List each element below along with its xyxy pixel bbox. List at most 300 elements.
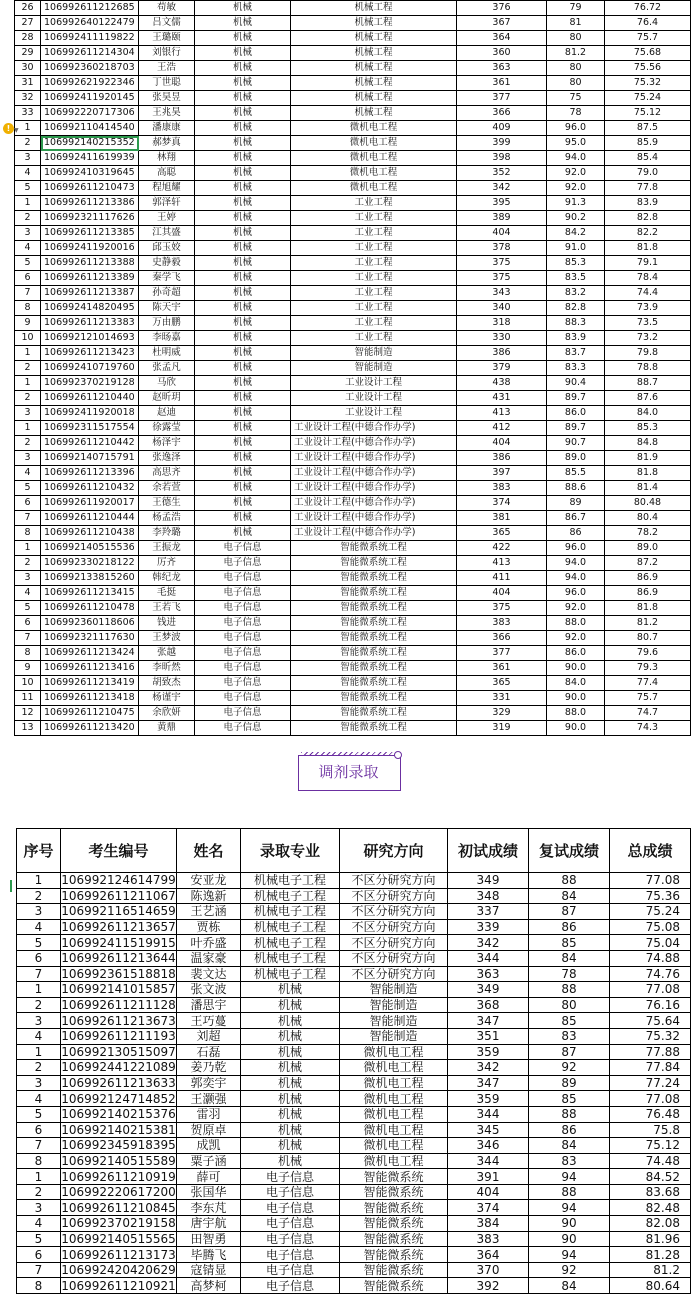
cell-candidate-id[interactable]: 106992611213673 — [61, 1013, 176, 1028]
cell-candidate-id[interactable]: 106992611213644 — [61, 951, 176, 966]
cell-seq[interactable]: 8 — [17, 1278, 61, 1294]
cell-seq[interactable]: 9 — [15, 316, 41, 331]
cell-direction[interactable]: 工业工程 — [291, 226, 457, 241]
cell-total-score[interactable]: 88.7 — [605, 376, 691, 391]
cell-direction[interactable]: 工业工程 — [291, 256, 457, 271]
cell-total-score[interactable]: 75.04 — [610, 935, 691, 951]
cell-name[interactable]: 王璐颐 — [139, 31, 195, 46]
cell-admission-major[interactable]: 电子信息 — [195, 706, 291, 721]
cell-initial-score[interactable]: 339 — [448, 919, 529, 935]
cell-total-score[interactable]: 84.52 — [610, 1169, 691, 1185]
cell-direction[interactable]: 微机电工程 — [340, 1075, 448, 1091]
cell-retest-score[interactable]: 89 — [529, 1075, 610, 1091]
cell-name[interactable]: 成凯 — [177, 1138, 241, 1154]
cell-name[interactable]: 邱玉姣 — [139, 241, 195, 256]
cell-initial-score[interactable]: 342 — [457, 181, 547, 196]
cell-seq[interactable]: 1 — [15, 376, 41, 391]
cell-direction[interactable]: 工业设计工程(中德合作办学) — [291, 451, 457, 466]
cell-initial-score[interactable]: 374 — [457, 496, 547, 511]
cell-initial-score[interactable]: 342 — [448, 1060, 529, 1076]
cell-retest-score[interactable]: 84 — [529, 1278, 610, 1294]
cell-total-score[interactable]: 81.8 — [605, 601, 691, 616]
cell-name[interactable]: 余欣妍 — [139, 706, 195, 721]
cell-retest-score[interactable]: 81.2 — [547, 46, 605, 61]
cell-candidate-id[interactable]: 106992411119822 — [41, 31, 139, 46]
cell-seq[interactable]: 3 — [15, 226, 41, 241]
cell-total-score[interactable]: 80.48 — [605, 496, 691, 511]
cell-admission-major[interactable]: 电子信息 — [195, 691, 291, 706]
cell-candidate-id[interactable]: 106992345918395 — [61, 1138, 176, 1153]
warning-icon[interactable]: ! ▼ — [3, 122, 17, 136]
cell-total-score[interactable]: 75.08 — [610, 919, 691, 935]
cell-initial-score[interactable]: 383 — [448, 1231, 529, 1247]
cell-initial-score[interactable]: 370 — [448, 1262, 529, 1278]
cell-total-score[interactable]: 85.3 — [605, 421, 691, 436]
cell-initial-score[interactable]: 377 — [457, 91, 547, 106]
cell-retest-score[interactable]: 88 — [529, 982, 610, 998]
cell-seq[interactable]: 2 — [15, 391, 41, 406]
cell-candidate-id[interactable]: 106992140215352 — [41, 136, 139, 151]
cell-seq[interactable]: 1 — [15, 421, 41, 436]
cell-total-score[interactable]: 77.08 — [610, 873, 691, 889]
cell-direction[interactable]: 不区分研究方向 — [340, 935, 448, 951]
cell-direction[interactable]: 智能制造 — [291, 346, 457, 361]
cell-admission-major[interactable]: 机械 — [241, 997, 340, 1013]
cell-retest-score[interactable]: 84.0 — [547, 676, 605, 691]
cell-seq[interactable]: 2 — [15, 436, 41, 451]
cell-direction[interactable]: 智能微系统工程 — [291, 676, 457, 691]
cell-candidate-id[interactable]: 106992611214304 — [41, 46, 139, 61]
cell-initial-score[interactable]: 404 — [457, 436, 547, 451]
cell-direction[interactable]: 微机电工程 — [291, 181, 457, 196]
cell-candidate-id[interactable]: 106992611211193 — [61, 1029, 176, 1044]
cell-retest-score[interactable]: 83.9 — [547, 331, 605, 346]
cell-direction[interactable]: 机械工程 — [291, 91, 457, 106]
cell-retest-score[interactable]: 92 — [529, 1262, 610, 1278]
cell-retest-score[interactable]: 83 — [529, 1028, 610, 1044]
cell-retest-score[interactable]: 94 — [529, 1247, 610, 1263]
cell-total-score[interactable]: 75.12 — [610, 1138, 691, 1154]
cell-retest-score[interactable]: 83.2 — [547, 286, 605, 301]
cell-initial-score[interactable]: 349 — [448, 982, 529, 998]
cell-name[interactable]: 叶乔盛 — [177, 935, 241, 951]
cell-name[interactable]: 胡致杰 — [139, 676, 195, 691]
cell-initial-score[interactable]: 340 — [457, 301, 547, 316]
cell-retest-score[interactable]: 89.0 — [547, 451, 605, 466]
cell-initial-score[interactable]: 364 — [448, 1247, 529, 1263]
cell-initial-score[interactable]: 438 — [457, 376, 547, 391]
cell-initial-score[interactable]: 365 — [457, 526, 547, 541]
cell-admission-major[interactable]: 机械 — [241, 1060, 340, 1076]
cell-candidate-id[interactable]: 106992611210440 — [41, 391, 139, 406]
cell-name[interactable]: 王若飞 — [139, 601, 195, 616]
cell-total-score[interactable]: 73.5 — [605, 316, 691, 331]
cell-initial-score[interactable]: 389 — [457, 211, 547, 226]
cell-name[interactable]: 王艺涵 — [177, 904, 241, 920]
cell-retest-score[interactable]: 88 — [529, 873, 610, 889]
cell-name[interactable]: 苟敏 — [139, 1, 195, 16]
cell-initial-score[interactable]: 375 — [457, 256, 547, 271]
cell-initial-score[interactable]: 348 — [448, 888, 529, 904]
cell-initial-score[interactable]: 363 — [448, 966, 529, 982]
cell-retest-score[interactable]: 87 — [529, 904, 610, 920]
cell-total-score[interactable]: 75.24 — [610, 904, 691, 920]
cell-total-score[interactable]: 85.4 — [605, 151, 691, 166]
cell-retest-score[interactable]: 84.2 — [547, 226, 605, 241]
cell-seq[interactable]: 10 — [15, 331, 41, 346]
cell-retest-score[interactable]: 82.8 — [547, 301, 605, 316]
cell-initial-score[interactable]: 365 — [457, 676, 547, 691]
cell-name[interactable]: 郭奕宇 — [177, 1075, 241, 1091]
cell-direction[interactable]: 工业设计工程(中德合作办学) — [291, 511, 457, 526]
cell-admission-major[interactable]: 电子信息 — [195, 676, 291, 691]
cell-total-score[interactable]: 81.2 — [610, 1262, 691, 1278]
cell-name[interactable]: 裴文达 — [177, 966, 241, 982]
cell-candidate-id[interactable]: 106992411920016 — [41, 241, 139, 256]
cell-name[interactable]: 万由鹏 — [139, 316, 195, 331]
cell-name[interactable]: 田智勇 — [177, 1231, 241, 1247]
cell-total-score[interactable]: 83.9 — [605, 196, 691, 211]
cell-seq[interactable]: 12 — [15, 706, 41, 721]
cell-candidate-id[interactable]: 106992441221089 — [61, 1060, 176, 1075]
cell-seq[interactable]: 9 — [15, 661, 41, 676]
cell-total-score[interactable]: 78.4 — [605, 271, 691, 286]
cell-admission-major[interactable]: 机械 — [195, 346, 291, 361]
cell-seq[interactable]: 3 — [17, 1200, 61, 1216]
cell-direction[interactable]: 智能微系统工程 — [291, 691, 457, 706]
cell-direction[interactable]: 智能微系统 — [340, 1278, 448, 1294]
cell-seq[interactable]: 7 — [15, 286, 41, 301]
cell-admission-major[interactable]: 机械 — [195, 61, 291, 76]
cell-candidate-id[interactable]: 106992611213415 — [41, 586, 139, 601]
cell-retest-score[interactable]: 85.5 — [547, 466, 605, 481]
cell-initial-score[interactable]: 330 — [457, 331, 547, 346]
cell-total-score[interactable]: 81.28 — [610, 1247, 691, 1263]
cell-total-score[interactable]: 74.4 — [605, 286, 691, 301]
cell-name[interactable]: 李羚璐 — [139, 526, 195, 541]
cell-name[interactable]: 陈天宇 — [139, 301, 195, 316]
cell-total-score[interactable]: 78.2 — [605, 526, 691, 541]
cell-name[interactable]: 石磊 — [177, 1044, 241, 1060]
cell-seq[interactable]: 3 — [17, 1075, 61, 1091]
cell-retest-score[interactable]: 87 — [529, 1044, 610, 1060]
cell-direction[interactable]: 智能微系统工程 — [291, 571, 457, 586]
cell-initial-score[interactable]: 361 — [457, 661, 547, 676]
cell-initial-score[interactable]: 392 — [448, 1278, 529, 1294]
cell-seq[interactable]: 5 — [17, 935, 61, 951]
cell-admission-major[interactable]: 机械 — [195, 226, 291, 241]
cell-total-score[interactable]: 77.08 — [610, 1091, 691, 1107]
cell-initial-score[interactable]: 347 — [448, 1075, 529, 1091]
cell-total-score[interactable]: 77.24 — [610, 1075, 691, 1091]
cell-initial-score[interactable]: 395 — [457, 196, 547, 211]
cell-name[interactable]: 韩纪龙 — [139, 571, 195, 586]
cell-total-score[interactable]: 73.9 — [605, 301, 691, 316]
cell-seq[interactable]: 3 — [15, 451, 41, 466]
cell-retest-score[interactable]: 96.0 — [547, 586, 605, 601]
cell-seq[interactable]: 1 — [15, 196, 41, 211]
cell-initial-score[interactable]: 344 — [448, 1153, 529, 1169]
cell-admission-major[interactable]: 机械 — [195, 1, 291, 16]
cell-name[interactable]: 郭泽轩 — [139, 196, 195, 211]
cell-seq[interactable]: 27 — [15, 16, 41, 31]
cell-admission-major[interactable]: 机械电子工程 — [241, 919, 340, 935]
cell-seq[interactable]: 1 — [15, 346, 41, 361]
cell-candidate-id[interactable]: 106992611213396 — [41, 466, 139, 481]
cell-admission-major[interactable]: 机械 — [195, 256, 291, 271]
cell-retest-score[interactable]: 94 — [529, 1169, 610, 1185]
cell-retest-score[interactable]: 88.6 — [547, 481, 605, 496]
cell-retest-score[interactable]: 90.7 — [547, 436, 605, 451]
cell-admission-major[interactable]: 机械 — [195, 31, 291, 46]
cell-retest-score[interactable]: 94.0 — [547, 571, 605, 586]
cell-admission-major[interactable]: 机械 — [195, 421, 291, 436]
cell-direction[interactable]: 智能微系统 — [340, 1169, 448, 1185]
cell-seq[interactable]: 6 — [15, 271, 41, 286]
cell-candidate-id[interactable]: 106992220717306 — [41, 106, 139, 121]
cell-admission-major[interactable]: 机械 — [195, 316, 291, 331]
cell-seq[interactable]: 2 — [15, 136, 41, 151]
cell-retest-score[interactable]: 88.3 — [547, 316, 605, 331]
cell-direction[interactable]: 工业工程 — [291, 316, 457, 331]
cell-retest-score[interactable]: 86.0 — [547, 646, 605, 661]
cell-total-score[interactable]: 81.96 — [610, 1231, 691, 1247]
cell-admission-major[interactable]: 机械 — [195, 121, 291, 136]
cell-name[interactable]: 王振龙 — [139, 541, 195, 556]
cell-initial-score[interactable]: 399 — [457, 136, 547, 151]
cell-seq[interactable]: 4 — [15, 466, 41, 481]
cell-seq[interactable]: 5 — [15, 181, 41, 196]
cell-initial-score[interactable]: 404 — [457, 226, 547, 241]
cell-candidate-id[interactable]: 106992311517554 — [41, 421, 139, 436]
cell-retest-score[interactable]: 90.0 — [547, 661, 605, 676]
cell-initial-score[interactable]: 351 — [448, 1028, 529, 1044]
cell-admission-major[interactable]: 电子信息 — [241, 1184, 340, 1200]
cell-seq[interactable]: 31 — [15, 76, 41, 91]
cell-retest-score[interactable]: 83 — [529, 1153, 610, 1169]
cell-initial-score[interactable]: 366 — [457, 106, 547, 121]
cell-retest-score[interactable]: 88 — [529, 1106, 610, 1122]
cell-direction[interactable]: 工业设计工程 — [291, 406, 457, 421]
cell-admission-major[interactable]: 电子信息 — [195, 556, 291, 571]
cell-total-score[interactable]: 77.08 — [610, 982, 691, 998]
cell-admission-major[interactable]: 机械电子工程 — [241, 904, 340, 920]
cell-candidate-id[interactable]: 106992140515565 — [61, 1231, 176, 1246]
cell-direction[interactable]: 工业设计工程(中德合作办学) — [291, 436, 457, 451]
cell-direction[interactable]: 工业工程 — [291, 271, 457, 286]
cell-admission-major[interactable]: 机械 — [195, 526, 291, 541]
cell-total-score[interactable]: 87.6 — [605, 391, 691, 406]
cell-name[interactable]: 寇锖显 — [177, 1262, 241, 1278]
cell-admission-major[interactable]: 机械 — [241, 1075, 340, 1091]
cell-total-score[interactable]: 75.56 — [605, 61, 691, 76]
cell-seq[interactable]: 6 — [15, 496, 41, 511]
cell-candidate-id[interactable]: 106992140715791 — [41, 451, 139, 466]
cell-total-score[interactable]: 74.76 — [610, 966, 691, 982]
cell-seq[interactable]: 8 — [17, 1153, 61, 1169]
cell-retest-score[interactable]: 92.0 — [547, 601, 605, 616]
cell-name[interactable]: 杨谨宇 — [139, 691, 195, 706]
cell-name[interactable]: 王婷 — [139, 211, 195, 226]
cell-initial-score[interactable]: 359 — [448, 1044, 529, 1060]
cell-admission-major[interactable]: 机械 — [195, 511, 291, 526]
cell-total-score[interactable]: 86.9 — [605, 571, 691, 586]
cell-retest-score[interactable]: 88 — [529, 1184, 610, 1200]
cell-candidate-id[interactable]: 106992110414540 — [41, 121, 139, 136]
cell-candidate-id[interactable]: 106992611211067 — [61, 888, 176, 903]
cell-seq[interactable]: 4 — [15, 586, 41, 601]
cell-admission-major[interactable]: 机械电子工程 — [241, 966, 340, 982]
cell-retest-score[interactable]: 78 — [547, 106, 605, 121]
cell-total-score[interactable]: 75.32 — [605, 76, 691, 91]
cell-total-score[interactable]: 75.68 — [605, 46, 691, 61]
cell-total-score[interactable]: 76.4 — [605, 16, 691, 31]
cell-seq[interactable]: 10 — [15, 676, 41, 691]
cell-admission-major[interactable]: 机械 — [195, 301, 291, 316]
cell-initial-score[interactable]: 347 — [448, 1013, 529, 1029]
cell-total-score[interactable]: 78.8 — [605, 361, 691, 376]
cell-direction[interactable]: 智能微系统工程 — [291, 601, 457, 616]
cell-seq[interactable]: 3 — [17, 904, 61, 920]
cell-direction[interactable]: 智能制造 — [340, 1028, 448, 1044]
cell-seq[interactable]: 30 — [15, 61, 41, 76]
cell-total-score[interactable]: 79.1 — [605, 256, 691, 271]
cell-candidate-id[interactable]: 106992140215376 — [61, 1107, 176, 1122]
cell-seq[interactable]: 7 — [17, 1262, 61, 1278]
cell-direction[interactable]: 微机电工程 — [340, 1138, 448, 1154]
cell-admission-major[interactable]: 电子信息 — [241, 1216, 340, 1232]
cell-initial-score[interactable]: 379 — [457, 361, 547, 376]
cell-retest-score[interactable]: 81 — [547, 16, 605, 31]
cell-initial-score[interactable]: 384 — [448, 1216, 529, 1232]
cell-candidate-id[interactable]: 106992611213416 — [41, 661, 139, 676]
cell-admission-major[interactable]: 机械 — [195, 211, 291, 226]
cell-name[interactable]: 吕文儒 — [139, 16, 195, 31]
cell-initial-score[interactable]: 349 — [448, 873, 529, 889]
cell-initial-score[interactable]: 344 — [448, 950, 529, 966]
cell-direction[interactable]: 机械工程 — [291, 106, 457, 121]
cell-initial-score[interactable]: 383 — [457, 616, 547, 631]
cell-admission-major[interactable]: 机械 — [195, 466, 291, 481]
cell-candidate-id[interactable]: 106992411619939 — [41, 151, 139, 166]
cell-direction[interactable]: 智能制造 — [340, 1013, 448, 1029]
cell-total-score[interactable]: 87.5 — [605, 121, 691, 136]
cell-initial-score[interactable]: 343 — [457, 286, 547, 301]
cell-admission-major[interactable]: 机械 — [241, 1091, 340, 1107]
cell-candidate-id[interactable]: 106992411920018 — [41, 406, 139, 421]
cell-admission-major[interactable]: 机械 — [195, 436, 291, 451]
cell-name[interactable]: 林翔 — [139, 151, 195, 166]
cell-name[interactable]: 张昊昱 — [139, 91, 195, 106]
cell-seq[interactable]: 4 — [15, 166, 41, 181]
cell-retest-score[interactable]: 83.5 — [547, 271, 605, 286]
cell-candidate-id[interactable]: 106992611213657 — [61, 920, 176, 935]
cell-name[interactable]: 黄鼎 — [139, 721, 195, 736]
cell-retest-score[interactable]: 90.4 — [547, 376, 605, 391]
cell-admission-major[interactable]: 机械 — [195, 481, 291, 496]
cell-retest-score[interactable]: 94 — [529, 1200, 610, 1216]
cell-name[interactable]: 高思齐 — [139, 466, 195, 481]
cell-candidate-id[interactable]: 106992611210478 — [41, 601, 139, 616]
cell-name[interactable]: 江其盛 — [139, 226, 195, 241]
cell-direction[interactable]: 工业工程 — [291, 196, 457, 211]
cell-name[interactable]: 赵迪 — [139, 406, 195, 421]
cell-direction[interactable]: 智能微系统 — [340, 1200, 448, 1216]
cell-admission-major[interactable]: 机械 — [195, 151, 291, 166]
cell-seq[interactable]: 1 — [15, 541, 41, 556]
cell-initial-score[interactable]: 409 — [457, 121, 547, 136]
cell-direction[interactable]: 微机电工程 — [340, 1060, 448, 1076]
cell-total-score[interactable]: 75.36 — [610, 888, 691, 904]
cell-admission-major[interactable]: 机械 — [195, 196, 291, 211]
cell-name[interactable]: 马欣 — [139, 376, 195, 391]
cell-retest-score[interactable]: 90.0 — [547, 721, 605, 736]
cell-direction[interactable]: 机械工程 — [291, 76, 457, 91]
cell-seq[interactable]: 5 — [15, 256, 41, 271]
cell-initial-score[interactable]: 345 — [448, 1122, 529, 1138]
cell-candidate-id[interactable]: 106992621922346 — [41, 76, 139, 91]
cell-seq[interactable]: 5 — [15, 601, 41, 616]
cell-initial-score[interactable]: 342 — [448, 935, 529, 951]
cell-direction[interactable]: 智能微系统 — [340, 1184, 448, 1200]
cell-candidate-id[interactable]: 106992414820495 — [41, 301, 139, 316]
cell-candidate-id[interactable]: 106992124614799 — [61, 873, 176, 888]
cell-candidate-id[interactable]: 106992140515536 — [41, 541, 139, 556]
cell-direction[interactable]: 工业设计工程(中德合作办学) — [291, 496, 457, 511]
cell-retest-score[interactable]: 92.0 — [547, 181, 605, 196]
cell-seq[interactable]: 3 — [15, 151, 41, 166]
cell-name[interactable]: 薛可 — [177, 1169, 241, 1185]
cell-retest-score[interactable]: 89.7 — [547, 391, 605, 406]
cell-candidate-id[interactable]: 106992140515589 — [61, 1153, 176, 1168]
cell-name[interactable]: 陈逸新 — [177, 888, 241, 904]
cell-name[interactable]: 潘思宇 — [177, 997, 241, 1013]
cell-retest-score[interactable]: 84 — [529, 888, 610, 904]
cell-admission-major[interactable]: 电子信息 — [195, 586, 291, 601]
cell-name[interactable]: 王梦波 — [139, 631, 195, 646]
cell-initial-score[interactable]: 413 — [457, 556, 547, 571]
cell-seq[interactable]: 5 — [17, 1106, 61, 1122]
cell-seq[interactable]: 4 — [17, 1091, 61, 1107]
cell-seq[interactable]: 3 — [15, 406, 41, 421]
cell-retest-score[interactable]: 86.7 — [547, 511, 605, 526]
cell-name[interactable]: 张国华 — [177, 1184, 241, 1200]
cell-name[interactable]: 程旭耀 — [139, 181, 195, 196]
cell-initial-score[interactable]: 368 — [448, 997, 529, 1013]
cell-total-score[interactable]: 75.7 — [605, 31, 691, 46]
cell-name[interactable]: 王浩 — [139, 61, 195, 76]
cell-admission-major[interactable]: 机械 — [195, 76, 291, 91]
cell-candidate-id[interactable]: 106992611213419 — [41, 676, 139, 691]
cell-initial-score[interactable]: 375 — [457, 601, 547, 616]
cell-name[interactable]: 粟子涵 — [177, 1153, 241, 1169]
cell-total-score[interactable]: 75.12 — [605, 106, 691, 121]
cell-name[interactable]: 郝梦真 — [139, 136, 195, 151]
cell-direction[interactable]: 智能制造 — [340, 982, 448, 998]
cell-candidate-id[interactable]: 106992133815260 — [41, 571, 139, 586]
cell-direction[interactable]: 微机电工程 — [340, 1106, 448, 1122]
cell-total-score[interactable]: 84.8 — [605, 436, 691, 451]
cell-seq[interactable]: 8 — [15, 301, 41, 316]
cell-initial-score[interactable]: 386 — [457, 451, 547, 466]
cell-seq[interactable]: 11 — [15, 691, 41, 706]
cell-seq[interactable]: 8 — [15, 526, 41, 541]
cell-direction[interactable]: 机械工程 — [291, 61, 457, 76]
cell-initial-score[interactable]: 375 — [457, 271, 547, 286]
cell-retest-score[interactable]: 92.0 — [547, 631, 605, 646]
cell-candidate-id[interactable]: 106992611210442 — [41, 436, 139, 451]
cell-name[interactable]: 毕腾飞 — [177, 1247, 241, 1263]
